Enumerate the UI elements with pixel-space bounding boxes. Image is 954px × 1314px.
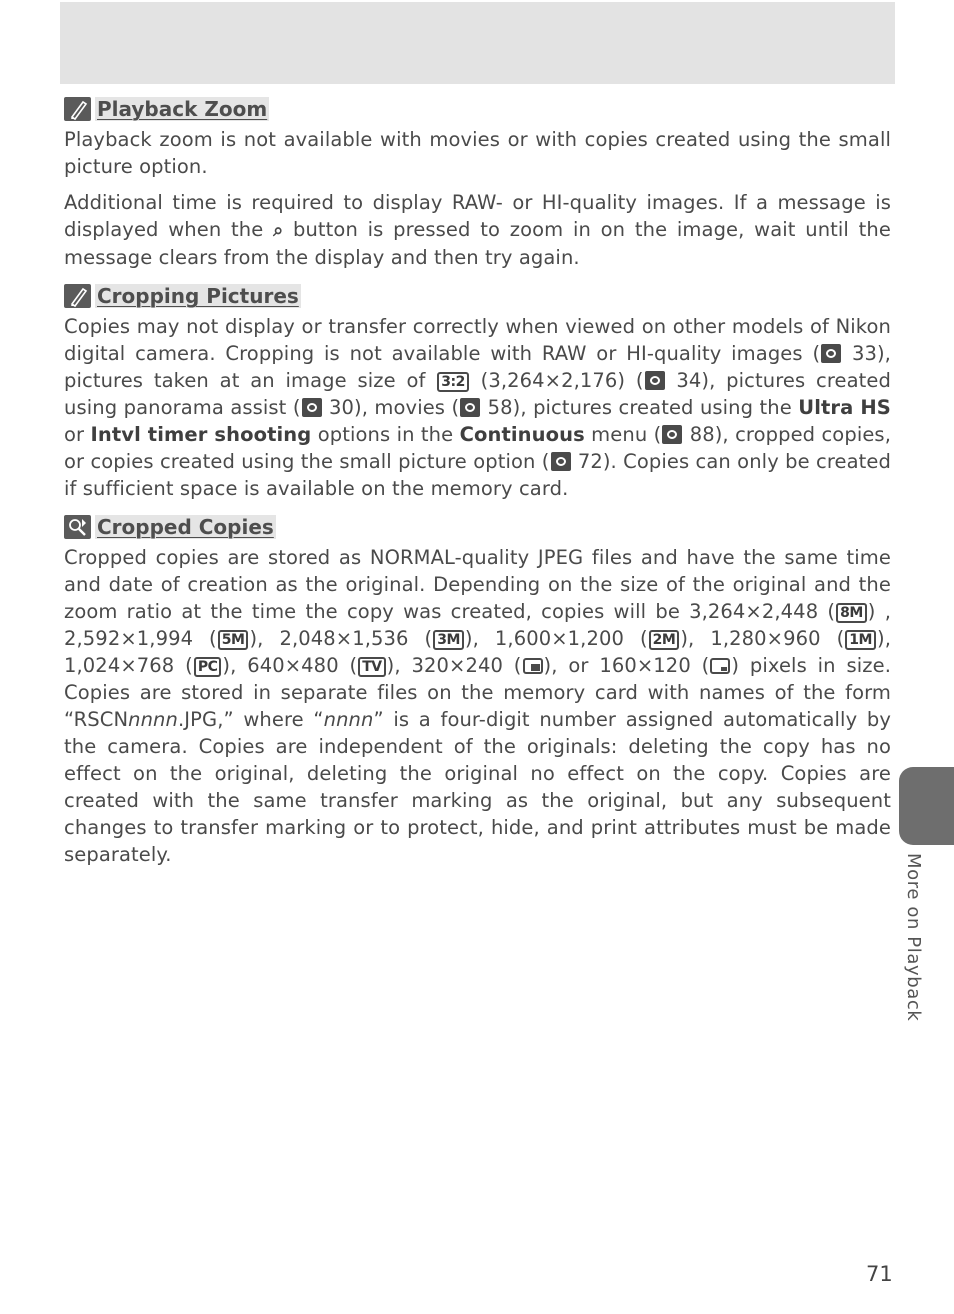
pencil-note-icon [64,97,91,121]
text-run: 72). Copies can only be created if sufficient space is available on the memory card. [64,450,892,500]
size-3-2-icon: 3:2 [437,372,469,392]
text-run: ), 1,280×960 ( [680,627,845,650]
text-run: ) , 2,592×1,994 ( [64,600,891,650]
bold-term: Ultra HS [798,396,891,419]
text-run: ), 2,048×1,536 ( [249,627,433,650]
paragraph-text: button is pressed to zoom in on the image, wait until the message clears from the display and then try again. [64,218,891,269]
page-reference-icon [551,452,571,471]
chapter-side-label: More on Playback [903,853,924,1022]
size-tv-icon: TV [358,657,385,677]
chapter-side-tab [899,767,954,845]
page-reference-icon [821,344,841,363]
size-160-icon [710,658,730,674]
page-reference-icon [662,425,682,444]
size-320-icon [523,658,543,674]
section-heading [64,281,891,311]
heading-title: Cropping Pictures [97,284,299,308]
page-reference-icon [302,398,322,417]
heading-title: Playback Zoom [97,97,268,121]
text-run: menu ( [591,423,662,446]
text-run: ), 320×240 ( [386,654,522,677]
heading-title: Cropped Copies [97,515,274,539]
page-number: 71 [866,1262,893,1286]
section-playback-zoom [64,94,891,271]
paragraph-text: Playback zoom is not available with movies or with copies created using the small picture option. [64,128,891,178]
paragraph [64,189,891,271]
text-run: 30), movies ( [328,396,460,419]
text-run: (3,264×2,176) ( [480,369,644,392]
zoom-in-icon: ⌕ [273,220,284,241]
size-3m-icon: 3M [433,630,464,650]
bold-term: Intvl timer shooting [90,423,312,446]
bold-term: Continuous [459,423,585,446]
text-run: ), 1,600×1,200 ( [464,627,648,650]
text-run: Copies may not display or transfer correctly when viewed on other models of Nikon digital camera. Cropping is not available with RAW or HI-quality images ( [64,315,891,365]
section-cropping-pictures [64,281,891,502]
size-2m-icon: 2M [649,630,680,650]
text-run: ) pixels in size. Copies are stored in separate files on the memory card with names of the form “RSCN [64,654,891,731]
paragraph [64,126,891,180]
paragraph [64,313,891,502]
magnifier-copy-icon [64,515,91,539]
text-run: ), 1,024×768 ( [64,627,891,677]
size-pc-icon: PC [194,657,222,677]
text-run: ” is a four-digit number assigned automatically by the camera. Copies are independent of the originals: deleting the copy has no effect on the original, deleting the original no effect on the copy. Copies are created with the same transfer marking as the original, but any subsequent changes to transfer marking or to protect, hide, and print attributes must be made separately. [64,708,891,866]
paragraph [64,544,891,868]
paragraph-text: Additional time is required to display RAW- or HI-quality images. If a message is displayed when the [64,191,891,241]
text-run: options in the [317,423,454,446]
size-8m-icon: 8M [836,603,867,623]
text-run: Cropped copies are stored as NORMAL-quality JPEG files and have the same time and date of creation as the original. Depending on the size of the original and the zoom ratio at the time the copy was created, copies will be 3,264×2,448 ( [64,546,891,623]
size-1m-icon: 1M [845,630,876,650]
section-heading [64,94,891,124]
italic-text: nnnn [128,708,178,731]
page-content [64,94,891,878]
text-run: 88), cropped copies, or copies created using the small picture option ( [64,423,891,473]
section-cropped-copies [64,512,891,868]
text-run: ), or 160×120 ( [543,654,710,677]
page-reference-icon [460,398,480,417]
section-heading [64,512,891,542]
text-run: 33), pictures taken at an image size of [64,342,891,392]
italic-text: nnnn [323,708,374,731]
text-run: 58), pictures created using the [487,396,792,419]
header-band [60,2,895,84]
text-run: or [64,423,85,446]
text-run: ), 640×480 ( [222,654,358,677]
page-reference-icon [645,371,665,390]
text-run: .JPG,” where “ [177,708,324,731]
pencil-note-icon [64,284,91,308]
size-5m-icon: 5M [218,630,249,650]
text-run: 34), pictures created using panorama assist ( [64,369,891,419]
